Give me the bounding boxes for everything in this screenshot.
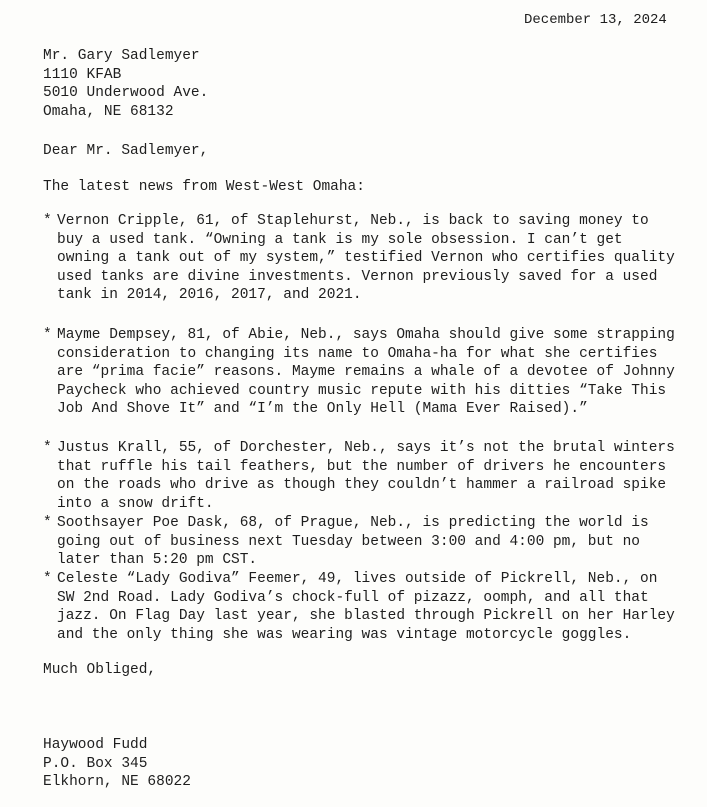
recipient-address: [43, 47, 208, 121]
sender-city: Elkhorn, NE 68022: [43, 774, 191, 790]
news-item: [43, 326, 675, 419]
recipient-organization: 1110 KFAB: [43, 66, 122, 83]
news-item-text: Vernon Cripple, 61, of Staplehurst, Neb., is back to saving money to buy a used tank. “Owning a tank is my sole obsession. I can’t get owning a tank out of my system,” testified Vernon who certifies quality used tanks are divine investments. Vernon previously saved for a used tank in 2014, 2016, 2017, and 2021.: [57, 213, 675, 303]
bullet-asterisk: *: [43, 571, 52, 587]
bullet-asterisk: *: [43, 515, 52, 531]
news-item-text: Mayme Dempsey, 81, of Abie, Neb., says Omaha should give some strapping consideration to changing its name to Omaha-ha for what she certifies are “prima facie” reasons. Mayme remains a whale of a devotee of Johnny Paycheck who achieved country music repute with his ditties “Take This Job And Shove It” and “I’m the Only Hell (Mama Ever Raised).”: [57, 327, 675, 417]
news-item-text: Soothsayer Poe Dask, 68, of Prague, Neb., is predicting the world is going out of business next Tuesday between 3:00 and 4:00 pm, but no later than 5:20 pm CST.: [57, 515, 649, 568]
news-item: [43, 212, 675, 305]
news-item: [43, 514, 675, 570]
recipient-street: 5010 Underwood Ave.: [43, 85, 209, 101]
sender-po-box: P.O. Box 345: [43, 755, 148, 772]
bullet-asterisk: *: [43, 440, 52, 456]
sender-name: Haywood Fudd: [43, 737, 148, 753]
closing: Much Obliged,: [43, 662, 157, 678]
letter-date: December 13, 2024: [524, 12, 667, 28]
recipient-name: Mr. Gary Sadlemyer: [43, 48, 200, 64]
recipient-city: Omaha, NE 68132: [43, 103, 174, 120]
bullet-asterisk: *: [43, 213, 52, 229]
news-item: [43, 439, 675, 513]
sender-address: [43, 736, 191, 792]
news-item-text: Celeste “Lady Godiva” Feemer, 49, lives outside of Pickrell, Neb., on SW 2nd Road. Lady Godiva’s chock-full of pizazz, oomph, and all that jazz. On Flag Day last year, she blasted through Pickrell on her Harley and the only thing she was wearing was vintage motorcycle goggles.: [57, 571, 675, 643]
news-item: [43, 570, 675, 644]
salutation: Dear Mr. Sadlemyer,: [43, 143, 209, 159]
bullet-asterisk: *: [43, 327, 52, 343]
intro-line: The latest news from West-West Omaha:: [43, 179, 365, 195]
news-item-text: Justus Krall, 55, of Dorchester, Neb., says it’s not the brutal winters that ruffle his tail feathers, but the number of drivers he encounters on the roads who drive as though they couldn’t hammer a railroad spike into a snow drift.: [57, 440, 675, 512]
